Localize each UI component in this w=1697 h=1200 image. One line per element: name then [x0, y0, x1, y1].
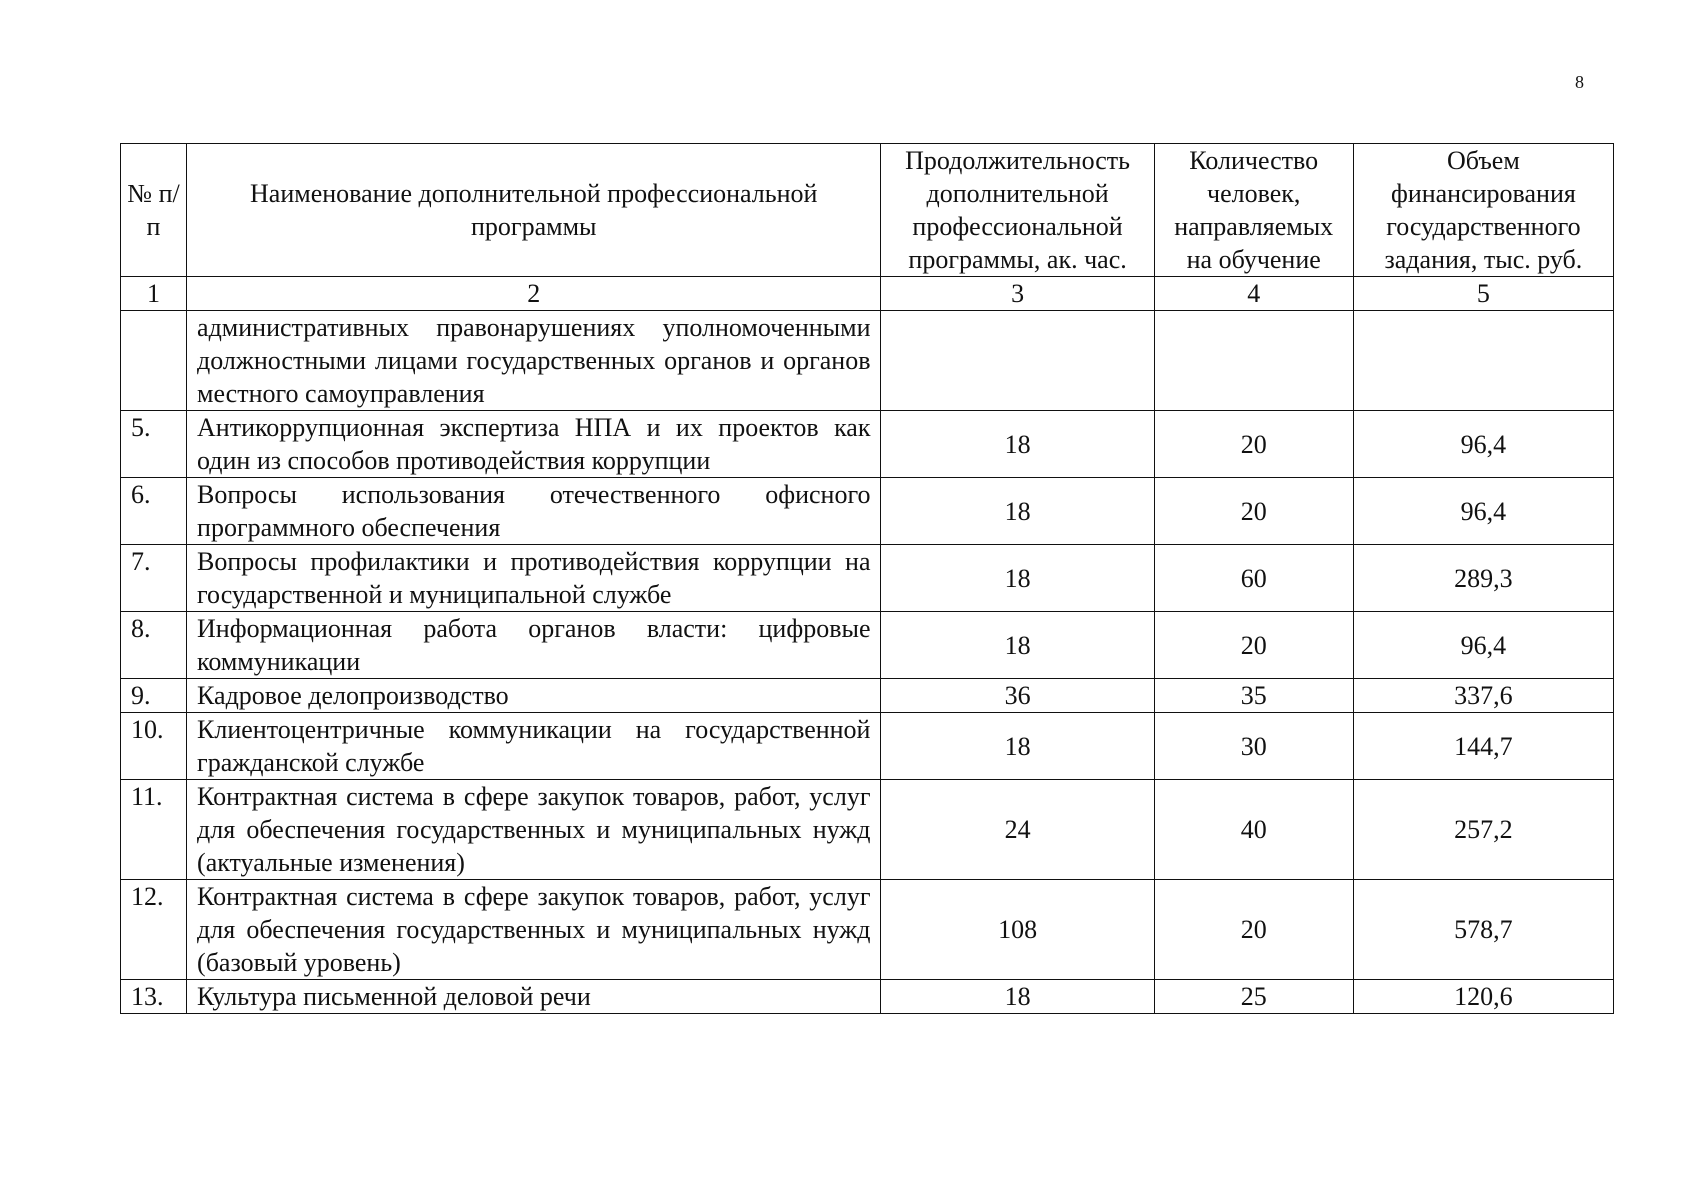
row-number: 10. [121, 713, 187, 780]
people-count: 20 [1154, 478, 1353, 545]
program-name: Кадровое делопроизводство [187, 679, 881, 713]
duration-hours: 18 [881, 411, 1154, 478]
funding-amount: 144,7 [1353, 713, 1613, 780]
program-name: административных правонарушениях уполномоченными должностными лицами государственных органов и органов местного самоуправления [187, 311, 881, 411]
funding-amount: 120,6 [1353, 980, 1613, 1014]
table-row [121, 545, 1614, 612]
column-number: 3 [881, 277, 1154, 311]
people-count: 20 [1154, 411, 1353, 478]
duration-hours: 18 [881, 612, 1154, 679]
people-count: 60 [1154, 545, 1353, 612]
funding-amount: 257,2 [1353, 780, 1613, 880]
people-count: 20 [1154, 880, 1353, 980]
column-number: 5 [1353, 277, 1613, 311]
table-row [121, 478, 1614, 545]
duration-hours: 18 [881, 545, 1154, 612]
funding-amount: 96,4 [1353, 411, 1613, 478]
funding-amount: 289,3 [1353, 545, 1613, 612]
funding-amount: 578,7 [1353, 880, 1613, 980]
program-name: Вопросы использования отечественного офисного программного обеспечения [187, 478, 881, 545]
funding-amount [1353, 311, 1613, 411]
header-number: № п/п [121, 144, 187, 277]
table-row [121, 780, 1614, 880]
program-name: Антикоррупционная экспертиза НПА и их проектов как один из способов противодействия коррупции [187, 411, 881, 478]
people-count: 20 [1154, 612, 1353, 679]
row-number: 11. [121, 780, 187, 880]
page-number: 8 [1575, 72, 1584, 92]
row-number: 5. [121, 411, 187, 478]
people-count: 35 [1154, 679, 1353, 713]
program-name: Информационная работа органов власти: цифровые коммуникации [187, 612, 881, 679]
duration-hours: 24 [881, 780, 1154, 880]
column-number: 4 [1154, 277, 1353, 311]
duration-hours: 18 [881, 713, 1154, 780]
duration-hours: 108 [881, 880, 1154, 980]
funding-amount: 96,4 [1353, 478, 1613, 545]
table-header-row [121, 144, 1614, 277]
funding-amount: 96,4 [1353, 612, 1613, 679]
table-row [121, 411, 1614, 478]
row-number: 12. [121, 880, 187, 980]
table-row [121, 713, 1614, 780]
program-name: Контрактная система в сфере закупок товаров, работ, услуг для обеспечения государственных и муниципальных нужд (актуальные изменения) [187, 780, 881, 880]
row-number: 13. [121, 980, 187, 1014]
table-row [121, 311, 1614, 411]
table-row [121, 880, 1614, 980]
column-number: 2 [187, 277, 881, 311]
row-number: 7. [121, 545, 187, 612]
duration-hours: 36 [881, 679, 1154, 713]
program-name: Контрактная система в сфере закупок товаров, работ, услуг для обеспечения государственных и муниципальных нужд (базовый уровень) [187, 880, 881, 980]
table-row [121, 679, 1614, 713]
duration-hours [881, 311, 1154, 411]
table-row [121, 980, 1614, 1014]
duration-hours: 18 [881, 478, 1154, 545]
table-row [121, 612, 1614, 679]
header-people-count: Количество человек, направляемых на обучение [1154, 144, 1353, 277]
duration-hours: 18 [881, 980, 1154, 1014]
program-name: Клиентоцентричные коммуникации на государственной гражданской службе [187, 713, 881, 780]
people-count: 30 [1154, 713, 1353, 780]
people-count: 40 [1154, 780, 1353, 880]
column-number-row [121, 277, 1614, 311]
funding-amount: 337,6 [1353, 679, 1613, 713]
row-number: 9. [121, 679, 187, 713]
header-duration: Продолжительность дополнительной профессиональной программы, ак. час. [881, 144, 1154, 277]
people-count [1154, 311, 1353, 411]
row-number: 8. [121, 612, 187, 679]
people-count: 25 [1154, 980, 1353, 1014]
programs-table [120, 143, 1614, 1014]
header-program-name: Наименование дополнительной профессиональной программы [187, 144, 881, 277]
row-number [121, 311, 187, 411]
header-funding: Объем финансирования государственного задания, тыс. руб. [1353, 144, 1613, 277]
program-name: Вопросы профилактики и противодействия коррупции на государственной и муниципальной службе [187, 545, 881, 612]
row-number: 6. [121, 478, 187, 545]
program-name: Культура письменной деловой речи [187, 980, 881, 1014]
column-number: 1 [121, 277, 187, 311]
